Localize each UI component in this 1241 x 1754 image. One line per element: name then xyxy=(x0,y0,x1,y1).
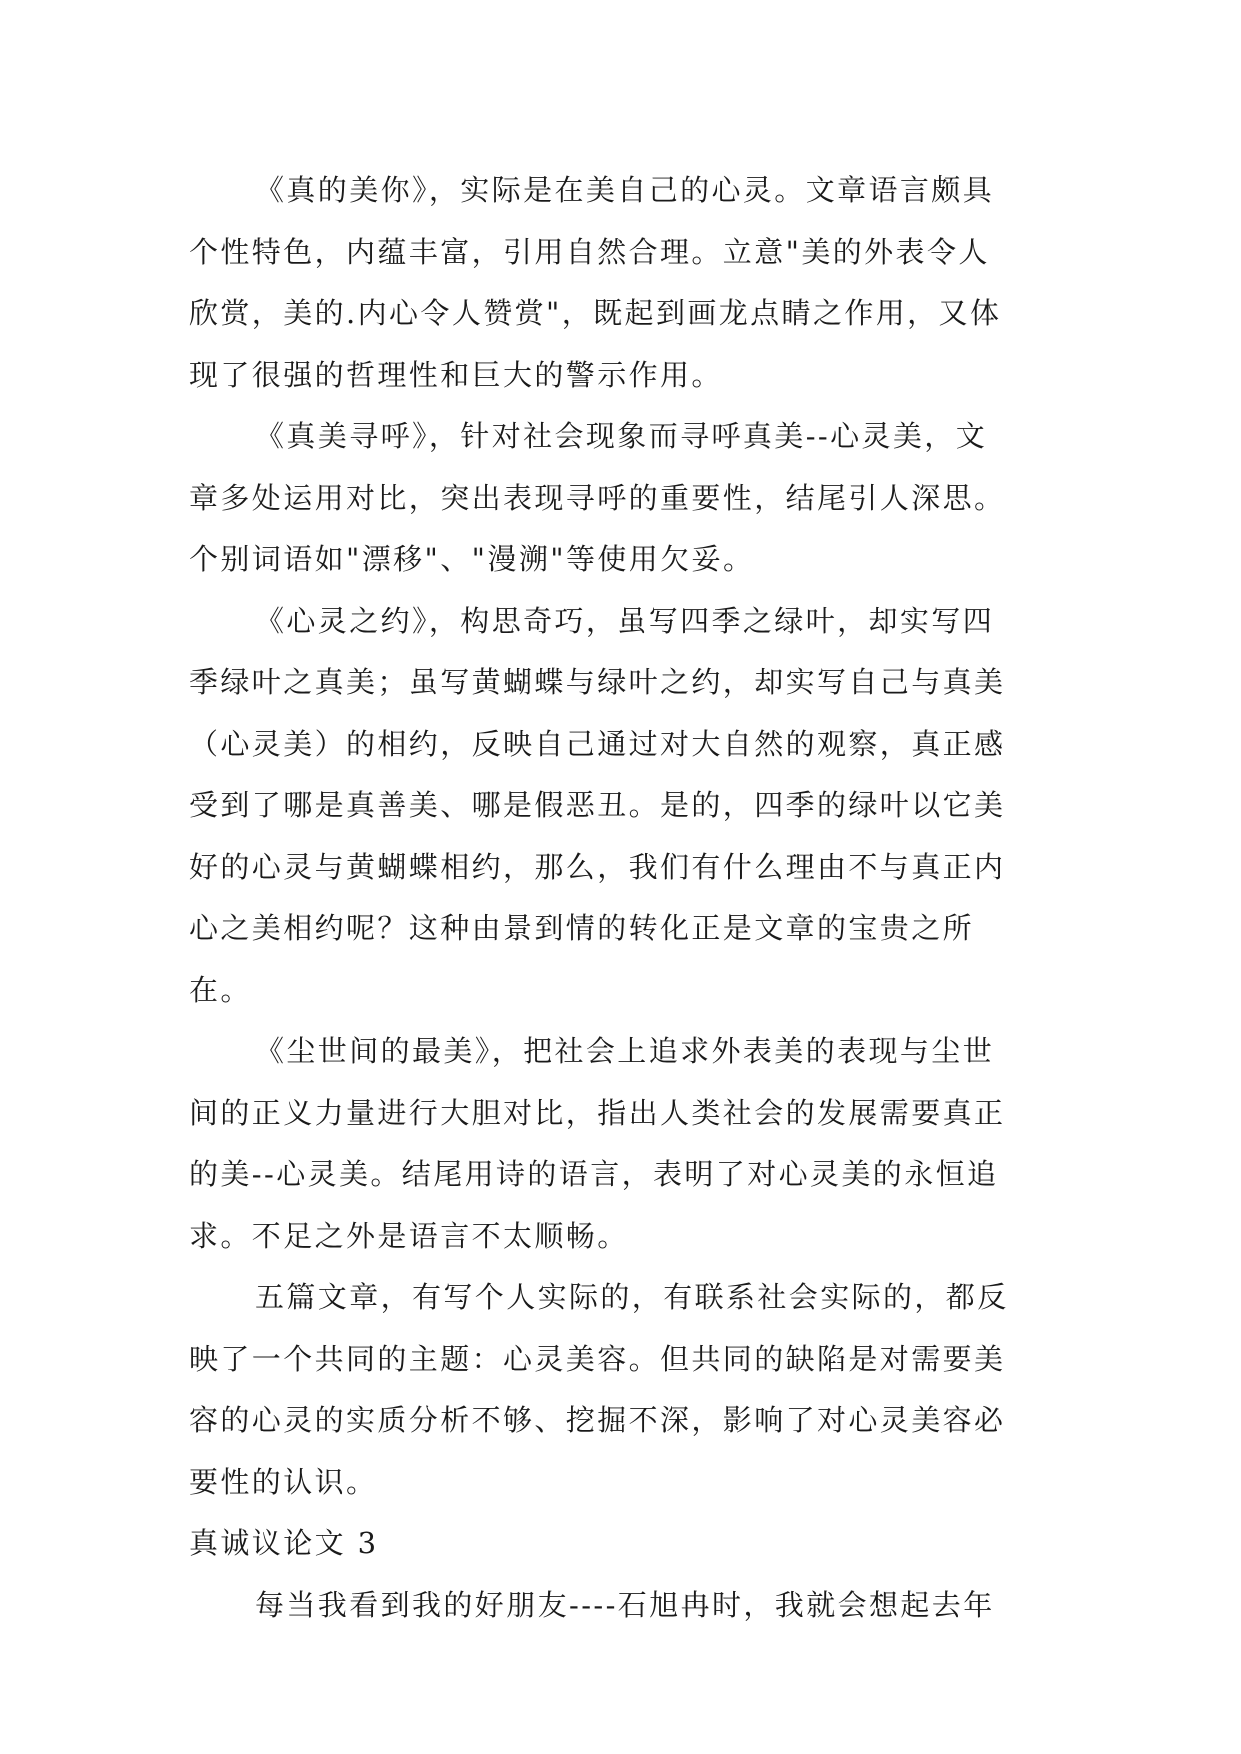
document-body xyxy=(189,160,1064,1636)
text-line: 在。 xyxy=(189,972,252,1007)
text-line: 每当我看到我的好朋友----石旭冉时，我就会想起去年 xyxy=(255,1587,995,1622)
text-line: 的美--心灵美。结尾用诗的语言，表明了对心灵美的永恒追 xyxy=(189,1157,999,1191)
text-line: （心灵美）的相约，反映自己通过对大自然的观察，真正感 xyxy=(189,726,1006,761)
text-line: 《尘世间的最美》，把社会上追求外表美的表现与尘世 xyxy=(255,1034,995,1068)
text-line: 容的心灵的实质分析不够、挖掘不深，影响了对心灵美容必 xyxy=(189,1403,1006,1437)
text-line: 个别词语如"漂移"、"漫溯"等使用欠妥。 xyxy=(189,542,755,576)
text-line: 间的正义力量进行大胆对比，指出人类社会的发展需要真正 xyxy=(189,1095,1006,1130)
section-heading: 真诚议论文 3 xyxy=(189,1526,379,1560)
text-line: 受到了哪是真善美、哪是假恶丑。是的，四季的绿叶以它美 xyxy=(189,788,1006,822)
text-line: 好的心灵与黄蝴蝶相约，那么，我们有什么理由不与真正内 xyxy=(189,849,1006,884)
text-line: 要性的认识。 xyxy=(189,1464,378,1499)
text-line: 欣赏，美的.内心令人赞赏"，既起到画龙点睛之作用，又体 xyxy=(189,296,1002,330)
text-line: 求。不足之外是语言不太顺畅。 xyxy=(189,1218,629,1253)
text-line: 映了一个共同的主题：心灵美容。但共同的缺陷是对需要美 xyxy=(189,1341,1006,1376)
text-line: 章多处运用对比，突出表现寻呼的重要性，结尾引人深思。 xyxy=(189,480,1006,515)
text-line: 个性特色，内蕴丰富，引用自然合理。立意"美的外表令人 xyxy=(189,234,990,269)
text-line: 心之美相约呢？这种由景到情的转化正是文章的宝贵之所 xyxy=(189,911,975,945)
text-line: 现了很强的哲理性和巨大的警示作用。 xyxy=(189,357,723,392)
text-line: 《真的美你》，实际是在美自己的心灵。文章语言颇具 xyxy=(255,173,995,207)
text-line: 季绿叶之真美；虽写黄蝴蝶与绿叶之约，却实写自己与真美 xyxy=(189,665,1006,699)
text-line: 《真美寻呼》，针对社会现象而寻呼真美--心灵美，文 xyxy=(255,419,988,453)
text-line: 《心灵之约》，构思奇巧，虽写四季之绿叶，却实写四 xyxy=(255,603,995,638)
text-line: 五篇文章，有写个人实际的，有联系社会实际的，都反 xyxy=(255,1280,1009,1314)
